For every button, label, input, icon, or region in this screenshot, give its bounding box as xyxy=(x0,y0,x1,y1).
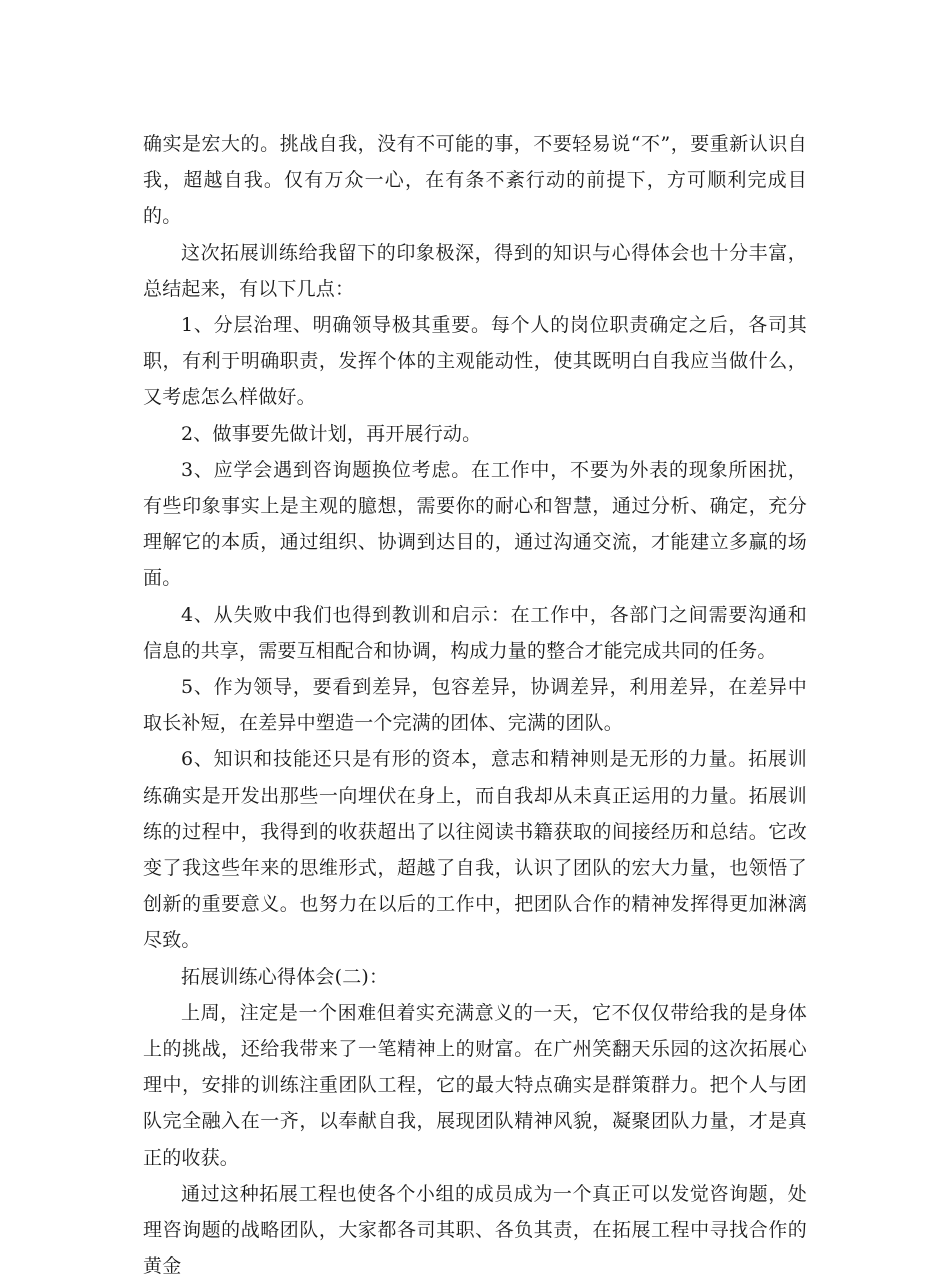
paragraph-8: 6、知识和技能还只是有形的资本，意志和精神则是无形的力量。拓展训练确实是开发出那些一向埋伏在身上，而自我却从未真正运用的力量。拓展训练的过程中，我得到的收获超出了以往阅读书籍获取的间接经历和总结。它改变了我这些年来的思维形式，超越了自我，认识了团队的宏大力量，也领悟了创新的重要意义。也努力在以后的工作中，把团队合作的精神发挥得更加淋漓尽致。 xyxy=(143,748,807,952)
paragraph-2: 这次拓展训练给我留下的印象极深，得到的知识与心得体会也十分丰富，总结起来，有以下几点： xyxy=(143,241,807,300)
paragraph-7: 5、作为领导，要看到差异，包容差异，协调差异，利用差异，在差异中取长补短，在差异中塑造一个完满的团体、完满的团队。 xyxy=(143,676,807,735)
document-body xyxy=(143,126,807,1285)
paragraph-10: 上周，注定是一个困难但着实充满意义的一天，它不仅仅带给我的是身体上的挑战，还给我带来了一笔精神上的财富。在广州笑翻天乐园的这次拓展心理中，安排的训练注重团队工程，它的最大特点确实是群策群力。把个人与团队完全融入在一齐，以奉献自我，展现团队精神风貌，凝聚团队力量，才是真正的收获。 xyxy=(143,1001,807,1169)
paragraph-6: 4、从失败中我们也得到教训和启示：在工作中，各部门之间需要沟通和信息的共享，需要互相配合和协调，构成力量的整合才能完成共同的任务。 xyxy=(143,603,807,662)
paragraph-11: 通过这种拓展工程也使各个小组的成员成为一个真正可以发觉咨询题，处理咨询题的战略团队，大家都各司其职、各负其责，在拓展工程中寻找合作的黄金 xyxy=(143,1182,807,1278)
paragraph-3: 1、分层治理、明确领导极其重要。每个人的岗位职责确定之后，各司其职，有利于明确职责，发挥个体的主观能动性，使其既明白自我应当做什么，又考虑怎么样做好。 xyxy=(143,314,807,409)
paragraph-4: 2、做事要先做计划，再开展行动。 xyxy=(181,422,482,445)
section-heading: 拓展训练心得体会(二)： xyxy=(181,965,389,988)
paragraph-1: 确实是宏大的。挑战自我，没有不可能的事，不要轻易说“不”，要重新认识自我，超越自我。仅有万众一心，在有条不紊行动的前提下，方可顺利完成目的。 xyxy=(143,133,807,228)
paragraph-5: 3、应学会遇到咨询题换位考虑。在工作中，不要为外表的现象所困扰，有些印象事实上是主观的臆想，需要你的耐心和智慧，通过分析、确定，充分理解它的本质，通过组织、协调到达目的，通过沟通交流，才能建立多赢的场面。 xyxy=(143,458,807,590)
